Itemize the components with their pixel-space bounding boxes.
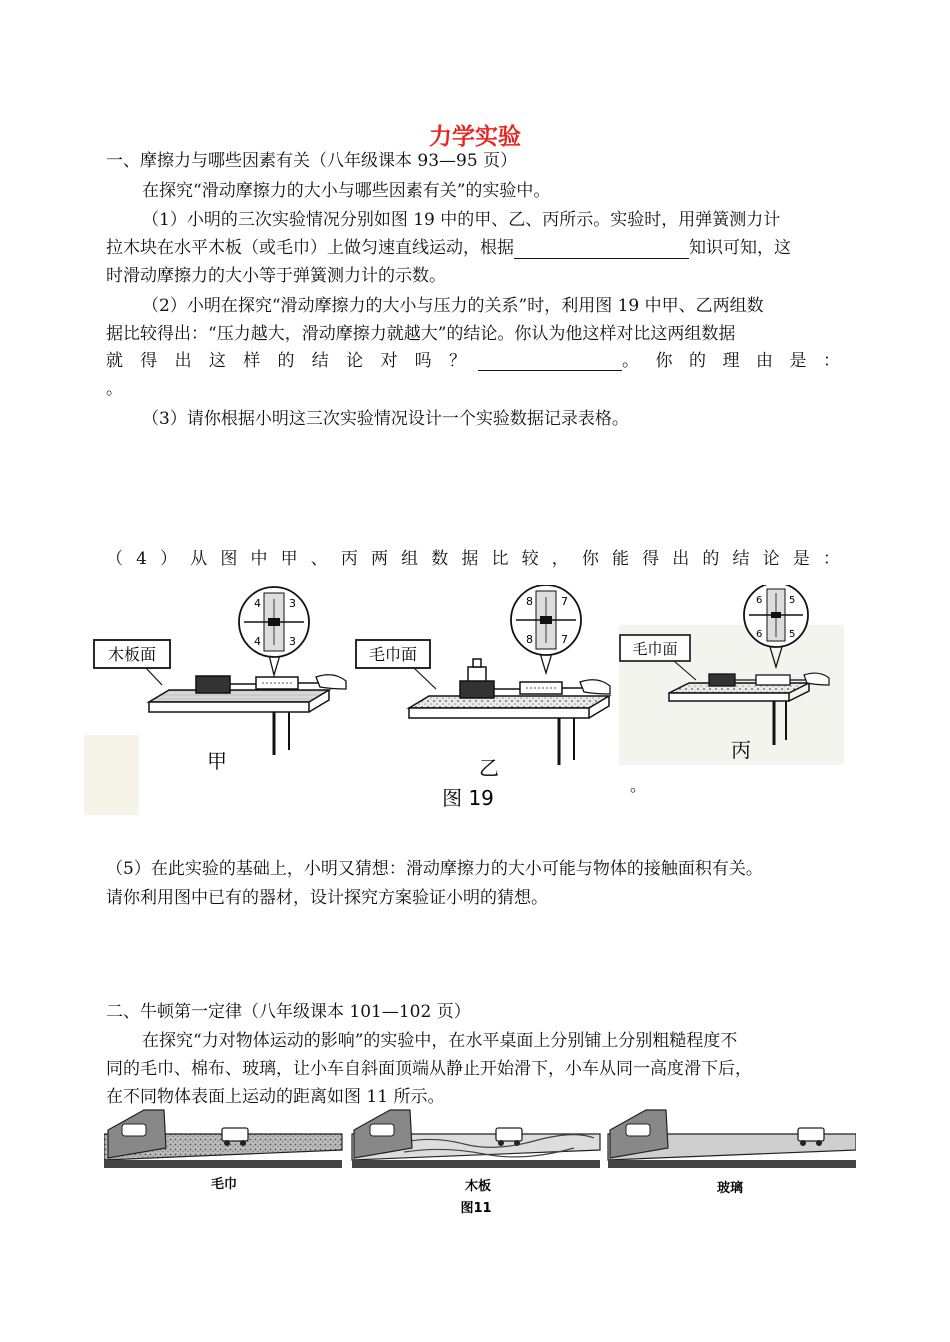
- figure-11-caption: 图11: [460, 1201, 492, 1216]
- dial-c-num: 5: [789, 595, 796, 606]
- section1-intro: 在探究“滑动摩擦力的大小与哪些因素有关”的实验中。: [142, 181, 551, 201]
- q4-char: 能: [611, 549, 629, 569]
- dial-a-num: 4: [254, 597, 261, 610]
- q2-char: 这: [208, 351, 226, 371]
- setup-b: [356, 585, 610, 765]
- q4-char: 中: [250, 549, 268, 569]
- q2-char: 。: [622, 351, 639, 371]
- q4-char: 丙: [340, 549, 358, 569]
- figure-11: [104, 1108, 856, 1220]
- dial-c-num: 6: [756, 595, 763, 606]
- q2-char: 理: [722, 351, 740, 371]
- q4-char: 较: [521, 549, 539, 569]
- tag-label-b: 毛巾面: [368, 645, 418, 664]
- section2-line2: 同的毛巾、棉布、玻璃，让小车自斜面顶端从静止开始滑下，小车从同一高度滑下后，: [106, 1059, 752, 1079]
- track-wood: [352, 1110, 600, 1168]
- q2-char: 对: [380, 351, 398, 371]
- track-label-glass: 玻璃: [716, 1181, 744, 1196]
- q2-char: 你: [655, 351, 673, 371]
- q4-char: 组: [401, 549, 419, 569]
- dial-c-num: 6: [756, 629, 763, 640]
- q1-line2: [106, 237, 791, 259]
- tag-label-a: 木板面: [107, 645, 157, 664]
- cart: [626, 1124, 650, 1136]
- q4-char: 出: [672, 549, 690, 569]
- q4-char: 得: [642, 549, 660, 569]
- figure-19: [84, 585, 844, 815]
- cart: [370, 1124, 394, 1136]
- q5-line2: 请你利用图中已有的器材，设计探究方案验证小明的猜想。: [106, 888, 548, 908]
- q2-line4: 。: [106, 379, 123, 399]
- section2-heading: 二、牛顿第一定律（八年级课本 101—102 页）: [106, 1002, 471, 1022]
- q2-char: 吗: [414, 351, 432, 371]
- q4-char: 图: [220, 549, 238, 569]
- wood-block: [709, 674, 735, 686]
- q4-char: 比: [491, 549, 509, 569]
- cart: [496, 1128, 522, 1141]
- setup-a: [94, 587, 346, 755]
- q2-char: 是: [789, 351, 807, 371]
- section1-heading: 一、摩擦力与哪些因素有关（八年级课本 93—95 页）: [106, 151, 518, 171]
- q1-line1: （1）小明的三次实验情况分别如图 19 中的甲、乙、丙所示。实验时，用弹簧测力计: [142, 210, 781, 230]
- spring-scale: [756, 675, 790, 685]
- q4-char: 论: [762, 549, 780, 569]
- dial-a-num: 4: [254, 635, 261, 648]
- q2-char: 结: [311, 351, 329, 371]
- q4-char: 你: [581, 549, 599, 569]
- q2-char: 就: [106, 351, 123, 371]
- q4-char: ）: [160, 549, 178, 569]
- q2-line2: 据比较得出：“压力越大，滑动摩擦力就越大”的结论。你认为他这样对比这两组数据: [106, 324, 736, 344]
- section2-line1: 在探究“力对物体运动的影响”的实验中，在水平桌面上分别铺上分别粗糙程度不: [142, 1031, 738, 1051]
- wood-block: [460, 681, 494, 698]
- q4-char: （: [106, 549, 123, 569]
- track-label-wood: 木板: [464, 1179, 492, 1194]
- hand: [316, 675, 346, 689]
- q4-char: 、: [310, 549, 328, 569]
- dial-a-num: 3: [289, 597, 296, 610]
- q1-line2-start: 拉木块在水平木板（或毛巾）上做匀速直线运动，根据: [106, 238, 514, 258]
- q4-char: 从: [190, 549, 208, 569]
- weight: [468, 667, 486, 681]
- q4-char: 4: [136, 549, 147, 569]
- q2-char: 得: [140, 351, 158, 371]
- dial-b-num: 7: [561, 633, 568, 646]
- q2-char: 论: [346, 351, 364, 371]
- cart: [122, 1124, 146, 1136]
- track-towel: [104, 1110, 342, 1168]
- caption-b: 乙: [479, 756, 499, 780]
- q4-char: 是: [792, 549, 810, 569]
- tag-label-c: 毛巾面: [632, 640, 678, 658]
- q4-line: [106, 548, 840, 570]
- q1-line2-end: 知识可知，这: [689, 238, 791, 258]
- q1-answer-blank[interactable]: [514, 240, 689, 259]
- caption-c: 丙: [731, 738, 751, 762]
- q5-line1: （5）在此实验的基础上，小明又猜想：滑动摩擦力的大小可能与物体的接触面积有关。: [106, 859, 763, 879]
- dial-c-num: 5: [789, 629, 796, 640]
- q2-char: 出: [174, 351, 192, 371]
- q4-char: ，: [551, 549, 569, 569]
- q2-line3-part1: [106, 350, 466, 372]
- q4-char: 甲: [280, 549, 298, 569]
- caption-a: 甲: [207, 749, 227, 773]
- track-label-towel: 毛巾: [210, 1177, 238, 1192]
- q4-char: 两: [370, 549, 388, 569]
- q2-char: 样: [243, 351, 261, 371]
- q1-line3: 时滑动摩擦力的大小等于弹簧测力计的示数。: [106, 266, 446, 286]
- q4-char: 数: [431, 549, 449, 569]
- cart: [222, 1128, 248, 1141]
- q4-char: 结: [732, 549, 750, 569]
- page-title: 力学实验: [429, 124, 521, 150]
- q4-char: 的: [702, 549, 720, 569]
- figure-19-trailing: 。: [630, 776, 647, 795]
- q2-answer-blank[interactable]: [478, 352, 622, 371]
- dial-a-num: 3: [289, 635, 296, 648]
- wood-block: [196, 676, 230, 693]
- q2-char: 由: [756, 351, 773, 371]
- dial-b-num: 7: [561, 595, 568, 608]
- track-glass: [608, 1110, 856, 1168]
- q4-char: ：: [822, 549, 840, 569]
- q2-char: ？: [448, 351, 466, 371]
- q2-line3-part2: [622, 350, 840, 372]
- q4-char: 据: [461, 549, 479, 569]
- q2-char: 的: [277, 351, 295, 371]
- hand: [580, 680, 610, 694]
- figure-19-caption: 图 19: [442, 786, 494, 810]
- section2-line3: 在不同物体表面上运动的距离如图 11 所示。: [106, 1087, 445, 1107]
- q3: （3）请你根据小明这三次实验情况设计一个实验数据记录表格。: [142, 409, 629, 429]
- q2-line1: （2）小明在探究“滑动摩擦力的大小与压力的关系”时，利用图 19 中甲、乙两组数: [142, 296, 764, 316]
- q2-char: 的: [689, 351, 706, 371]
- cart: [798, 1128, 824, 1141]
- q2-char: ：: [823, 351, 840, 371]
- scan-speckle: [84, 735, 139, 815]
- dial-b-num: 8: [526, 595, 533, 608]
- dial-b-num: 8: [526, 633, 533, 646]
